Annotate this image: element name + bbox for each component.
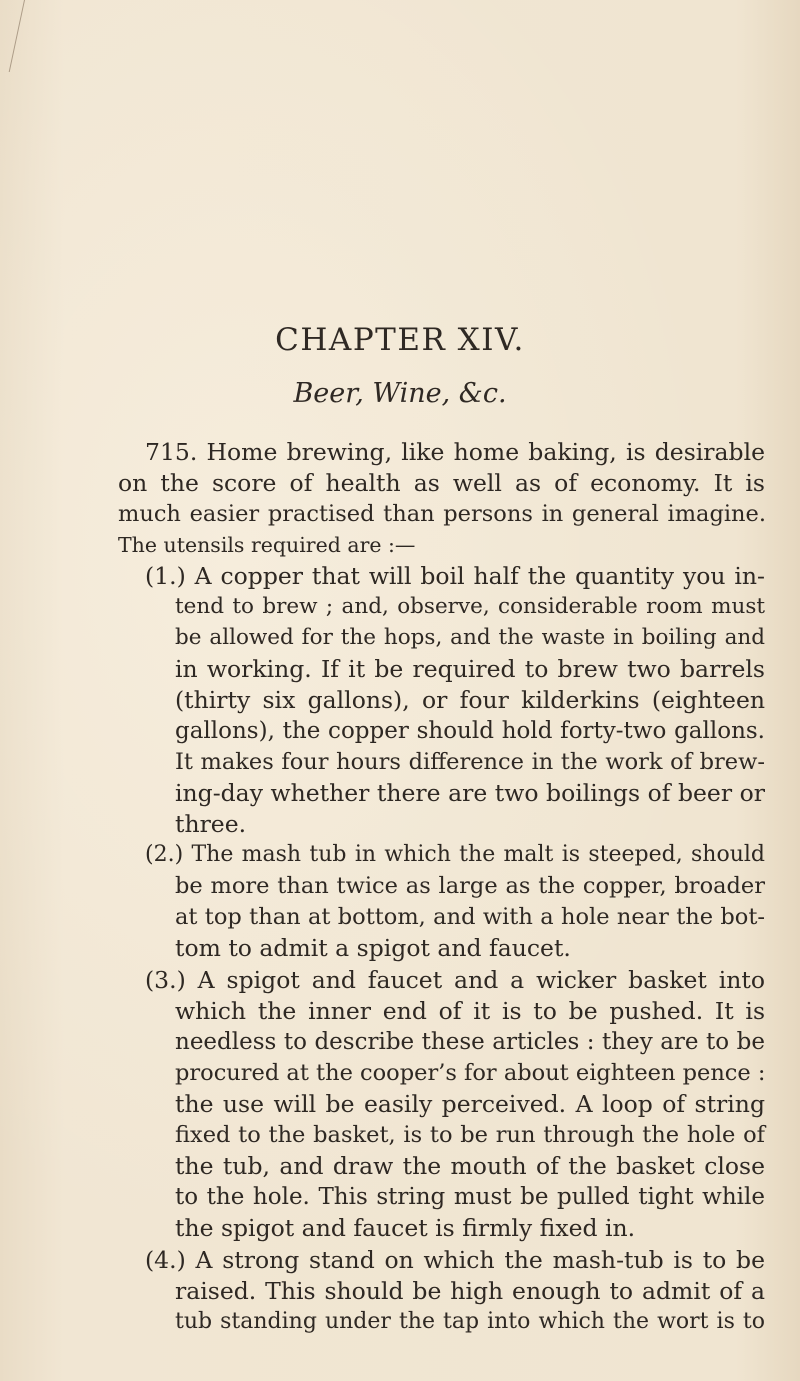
text-line: be more than twice as large as the copper, broader: [175, 873, 765, 899]
text-line: the use will be easily perceived. A loop of string: [175, 1090, 765, 1118]
text-line: gallons), the copper should hold forty-two gallons.: [175, 718, 765, 744]
text-line: 715. Home brewing, like home baking, is desirable: [145, 438, 765, 466]
text-line: the tub, and draw the mouth of the basket close: [175, 1152, 765, 1180]
text-line: tom to admit a spigot and faucet.: [175, 934, 571, 962]
text-line: procured at the cooper’s for about eighteen pence :: [175, 1060, 766, 1086]
section-title: Beer, Wine, &c.: [293, 378, 507, 409]
text-line: needless to describe these articles : they are to be: [175, 1029, 765, 1055]
text-line: fixed to the basket, is to be run through the hole of: [175, 1122, 765, 1148]
text-line: tend to brew ; and, observe, considerable room must: [175, 594, 765, 619]
text-line: at top than at bottom, and with a hole near the bot-: [175, 904, 765, 930]
text-line: three.: [175, 810, 247, 838]
text-line: (thirty six gallons), or four kilderkins (eighteen: [175, 686, 765, 714]
text-line: ing-day whether there are two boilings of beer or: [175, 779, 765, 807]
text-line: (2.) The mash tub in which the malt is steeped, should: [145, 842, 765, 867]
text-line: which the inner end of it is to be pushed. It is: [175, 997, 765, 1025]
chapter-heading: CHAPTER XIV.: [275, 322, 525, 358]
text-line: the spigot and faucet is firmly fixed in.: [175, 1214, 636, 1242]
text-line: (4.) A strong stand on which the mash-tub is to be: [145, 1246, 765, 1274]
page-edge-mark: [9, 0, 33, 72]
text-line: to the hole. This string must be pulled tight while: [175, 1184, 765, 1210]
text-line: be allowed for the hops, and the waste in boiling and: [175, 625, 765, 650]
text-line: raised. This should be high enough to admit of a: [175, 1277, 765, 1305]
text-line: much easier practised than persons in general imagine.: [118, 501, 766, 527]
text-line: The utensils required are :—: [118, 533, 416, 557]
text-line: tub standing under the tap into which the wort is to: [175, 1309, 765, 1334]
text-line: in working. If it be required to brew two barrels: [175, 655, 765, 683]
text-line: It makes four hours difference in the work of brew-: [175, 749, 765, 775]
text-line: on the score of health as well as of economy. It is: [118, 469, 765, 497]
text-line: (3.) A spigot and faucet and a wicker basket into: [145, 966, 765, 994]
text-line: (1.) A copper that will boil half the quantity you in-: [145, 562, 765, 590]
